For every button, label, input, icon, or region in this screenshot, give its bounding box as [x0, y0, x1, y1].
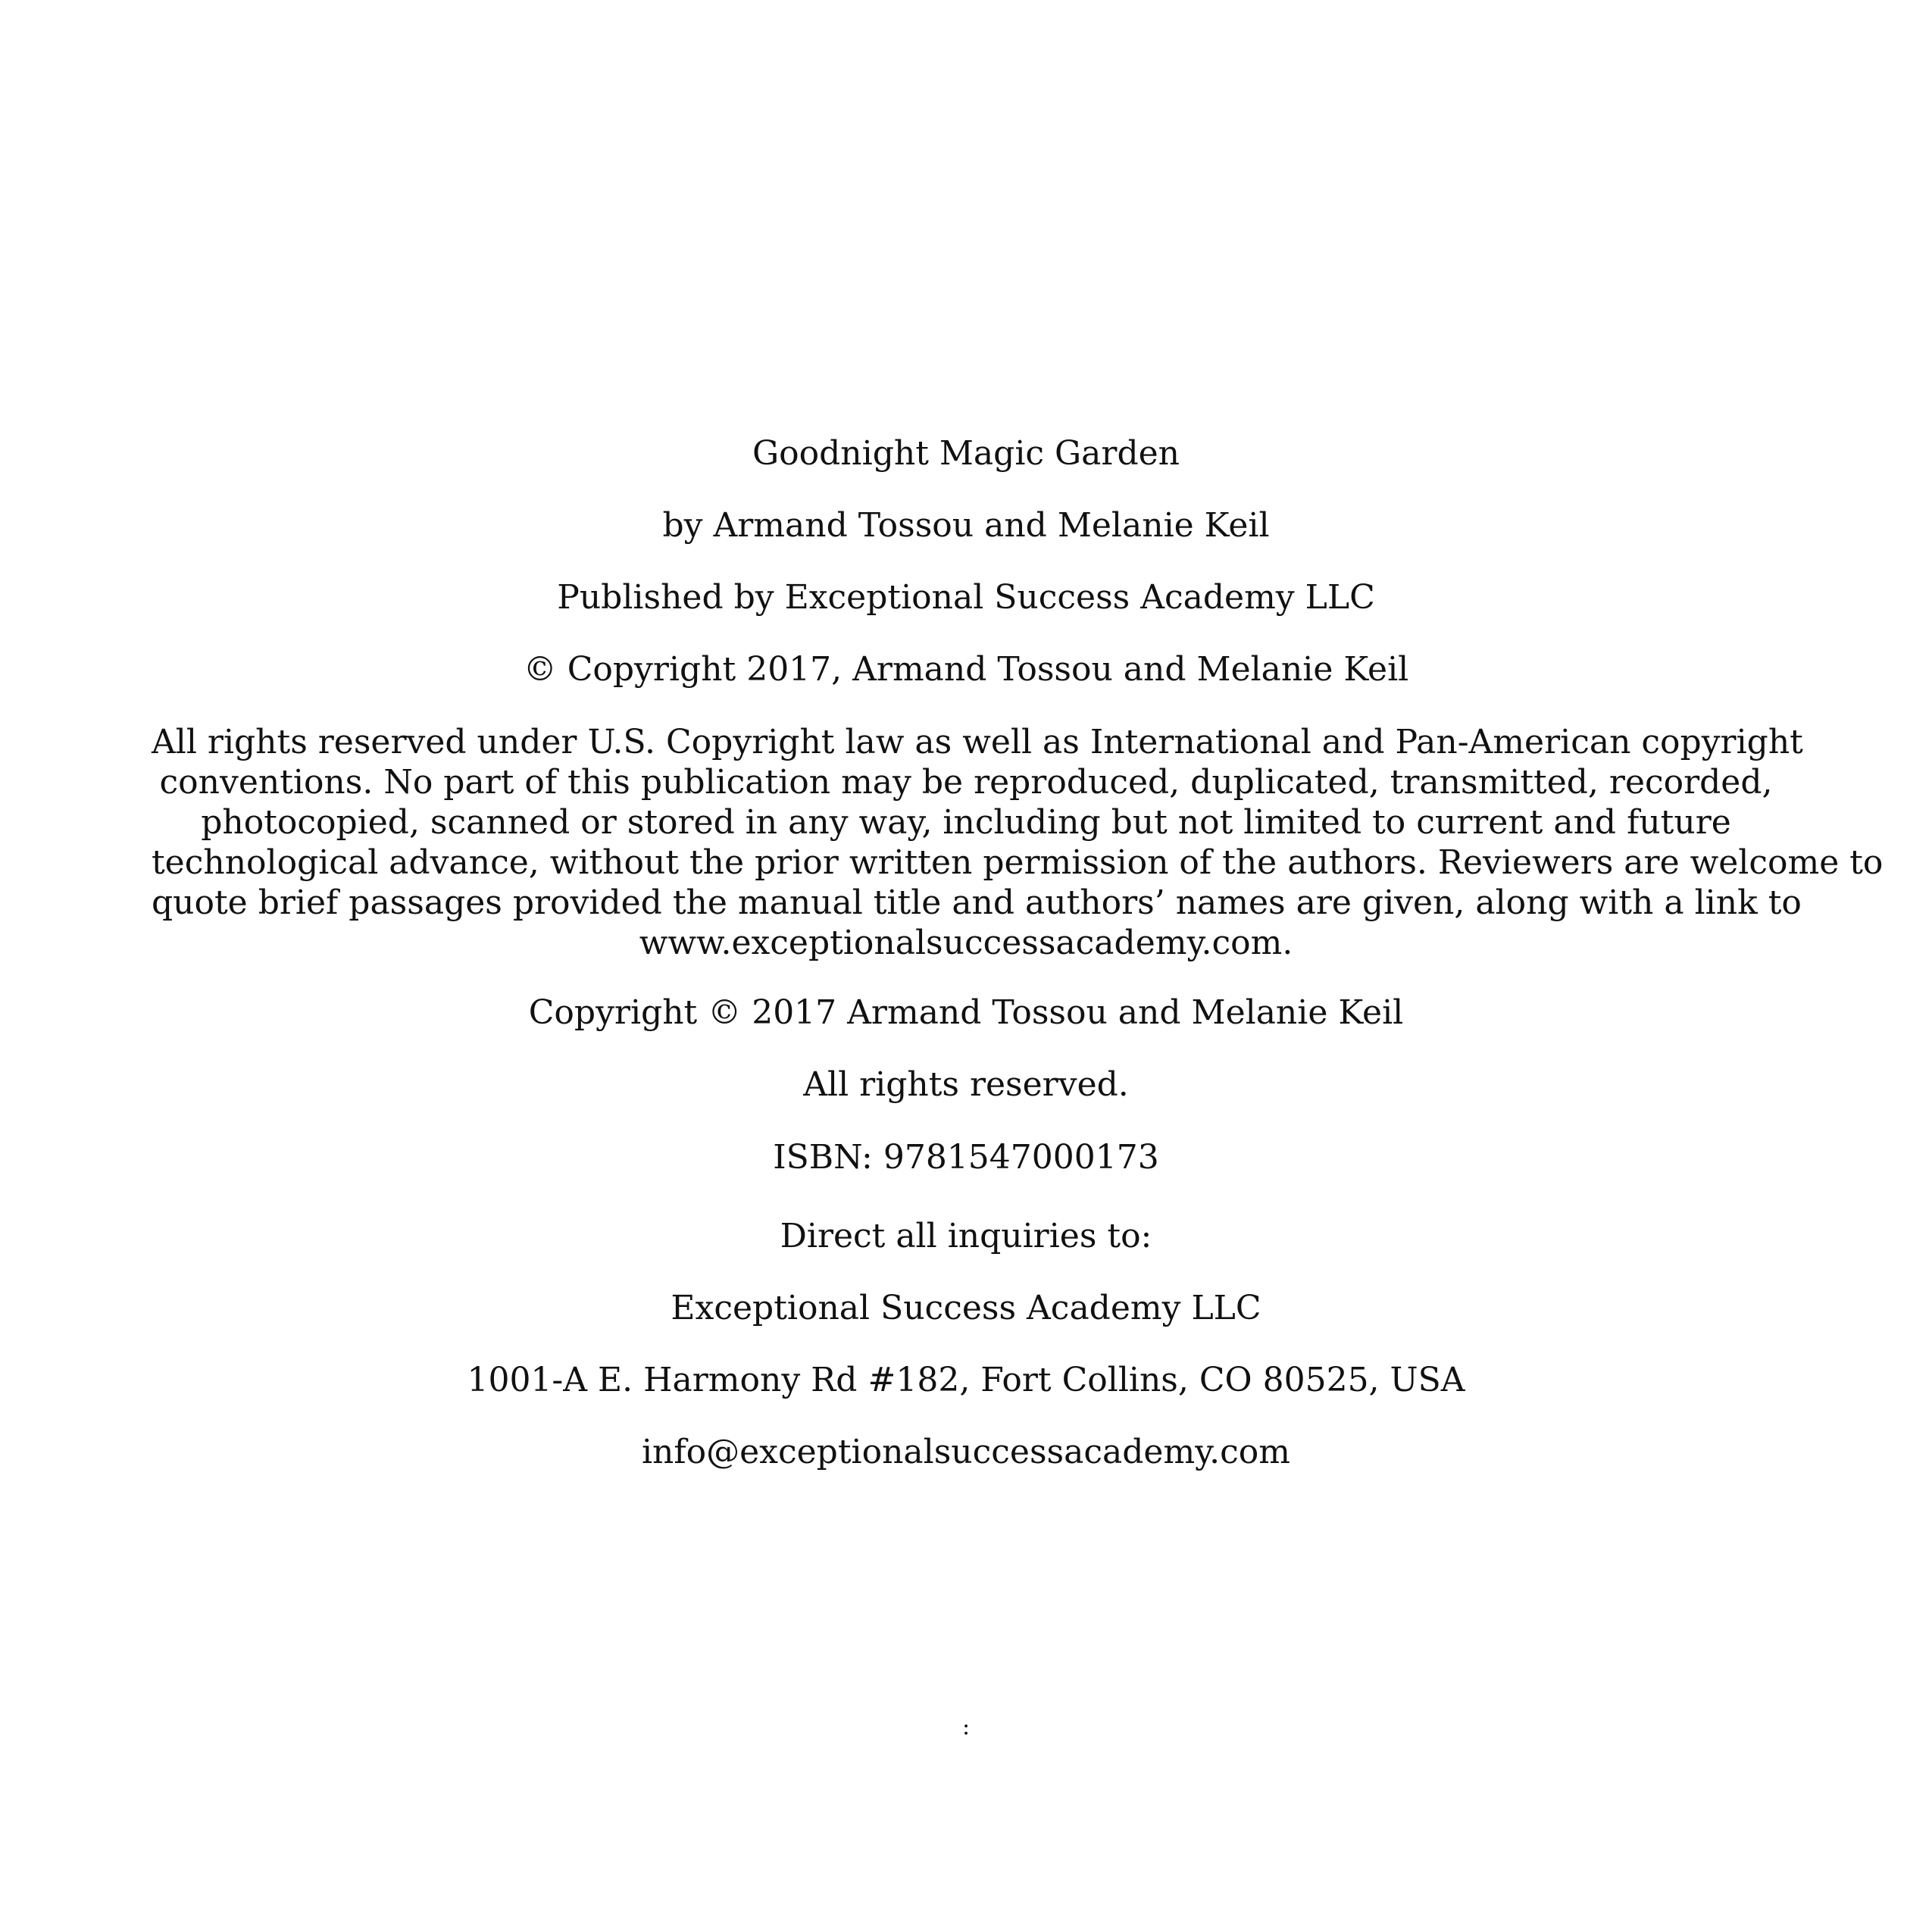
copyright-notice: Copyright © 2017 Armand Tossou and Melanie Keil [528, 993, 1404, 1032]
all-rights-reserved: All rights reserved. [803, 1065, 1129, 1104]
rights-paragraph-line: All rights reserved under U.S. Copyright law as well as International and Pan-American copyright [152, 723, 1803, 761]
byline: by Armand Tossou and Melanie Keil [662, 506, 1270, 545]
inquiries-label: Direct all inquiries to: [780, 1217, 1152, 1255]
footer-mark: : [961, 1714, 971, 1740]
company-address: 1001-A E. Harmony Rd #182, Fort Collins, CO 80525, USA [467, 1361, 1465, 1399]
rights-paragraph-line: quote brief passages provided the manual title and authors’ names are given, along with a link to [152, 883, 1802, 922]
rights-paragraph [152, 722, 1884, 963]
copyright-line: © Copyright 2017, Armand Tossou and Melanie Keil [523, 650, 1409, 689]
website-link[interactable]: www.exceptionalsuccessacademy.com. [639, 924, 1293, 962]
rights-paragraph-line: photocopied, scanned or stored in any way, including but not limited to current and future [201, 803, 1731, 842]
contact-email[interactable]: info@exceptionalsuccessacademy.com [641, 1433, 1291, 1471]
publisher-line: Published by Exceptional Success Academy LLC [557, 578, 1375, 617]
rights-paragraph-line: technological advance, without the prior written permission of the authors. Reviewers are welcome to [152, 843, 1884, 882]
rights-paragraph-line: conventions. No part of this publication may be reproduced, duplicated, transmitted, recorded, [159, 763, 1773, 802]
isbn: ISBN: 9781547000173 [773, 1138, 1159, 1177]
company-name: Exceptional Success Academy LLC [671, 1289, 1261, 1327]
book-title: Goodnight Magic Garden [752, 434, 1180, 473]
